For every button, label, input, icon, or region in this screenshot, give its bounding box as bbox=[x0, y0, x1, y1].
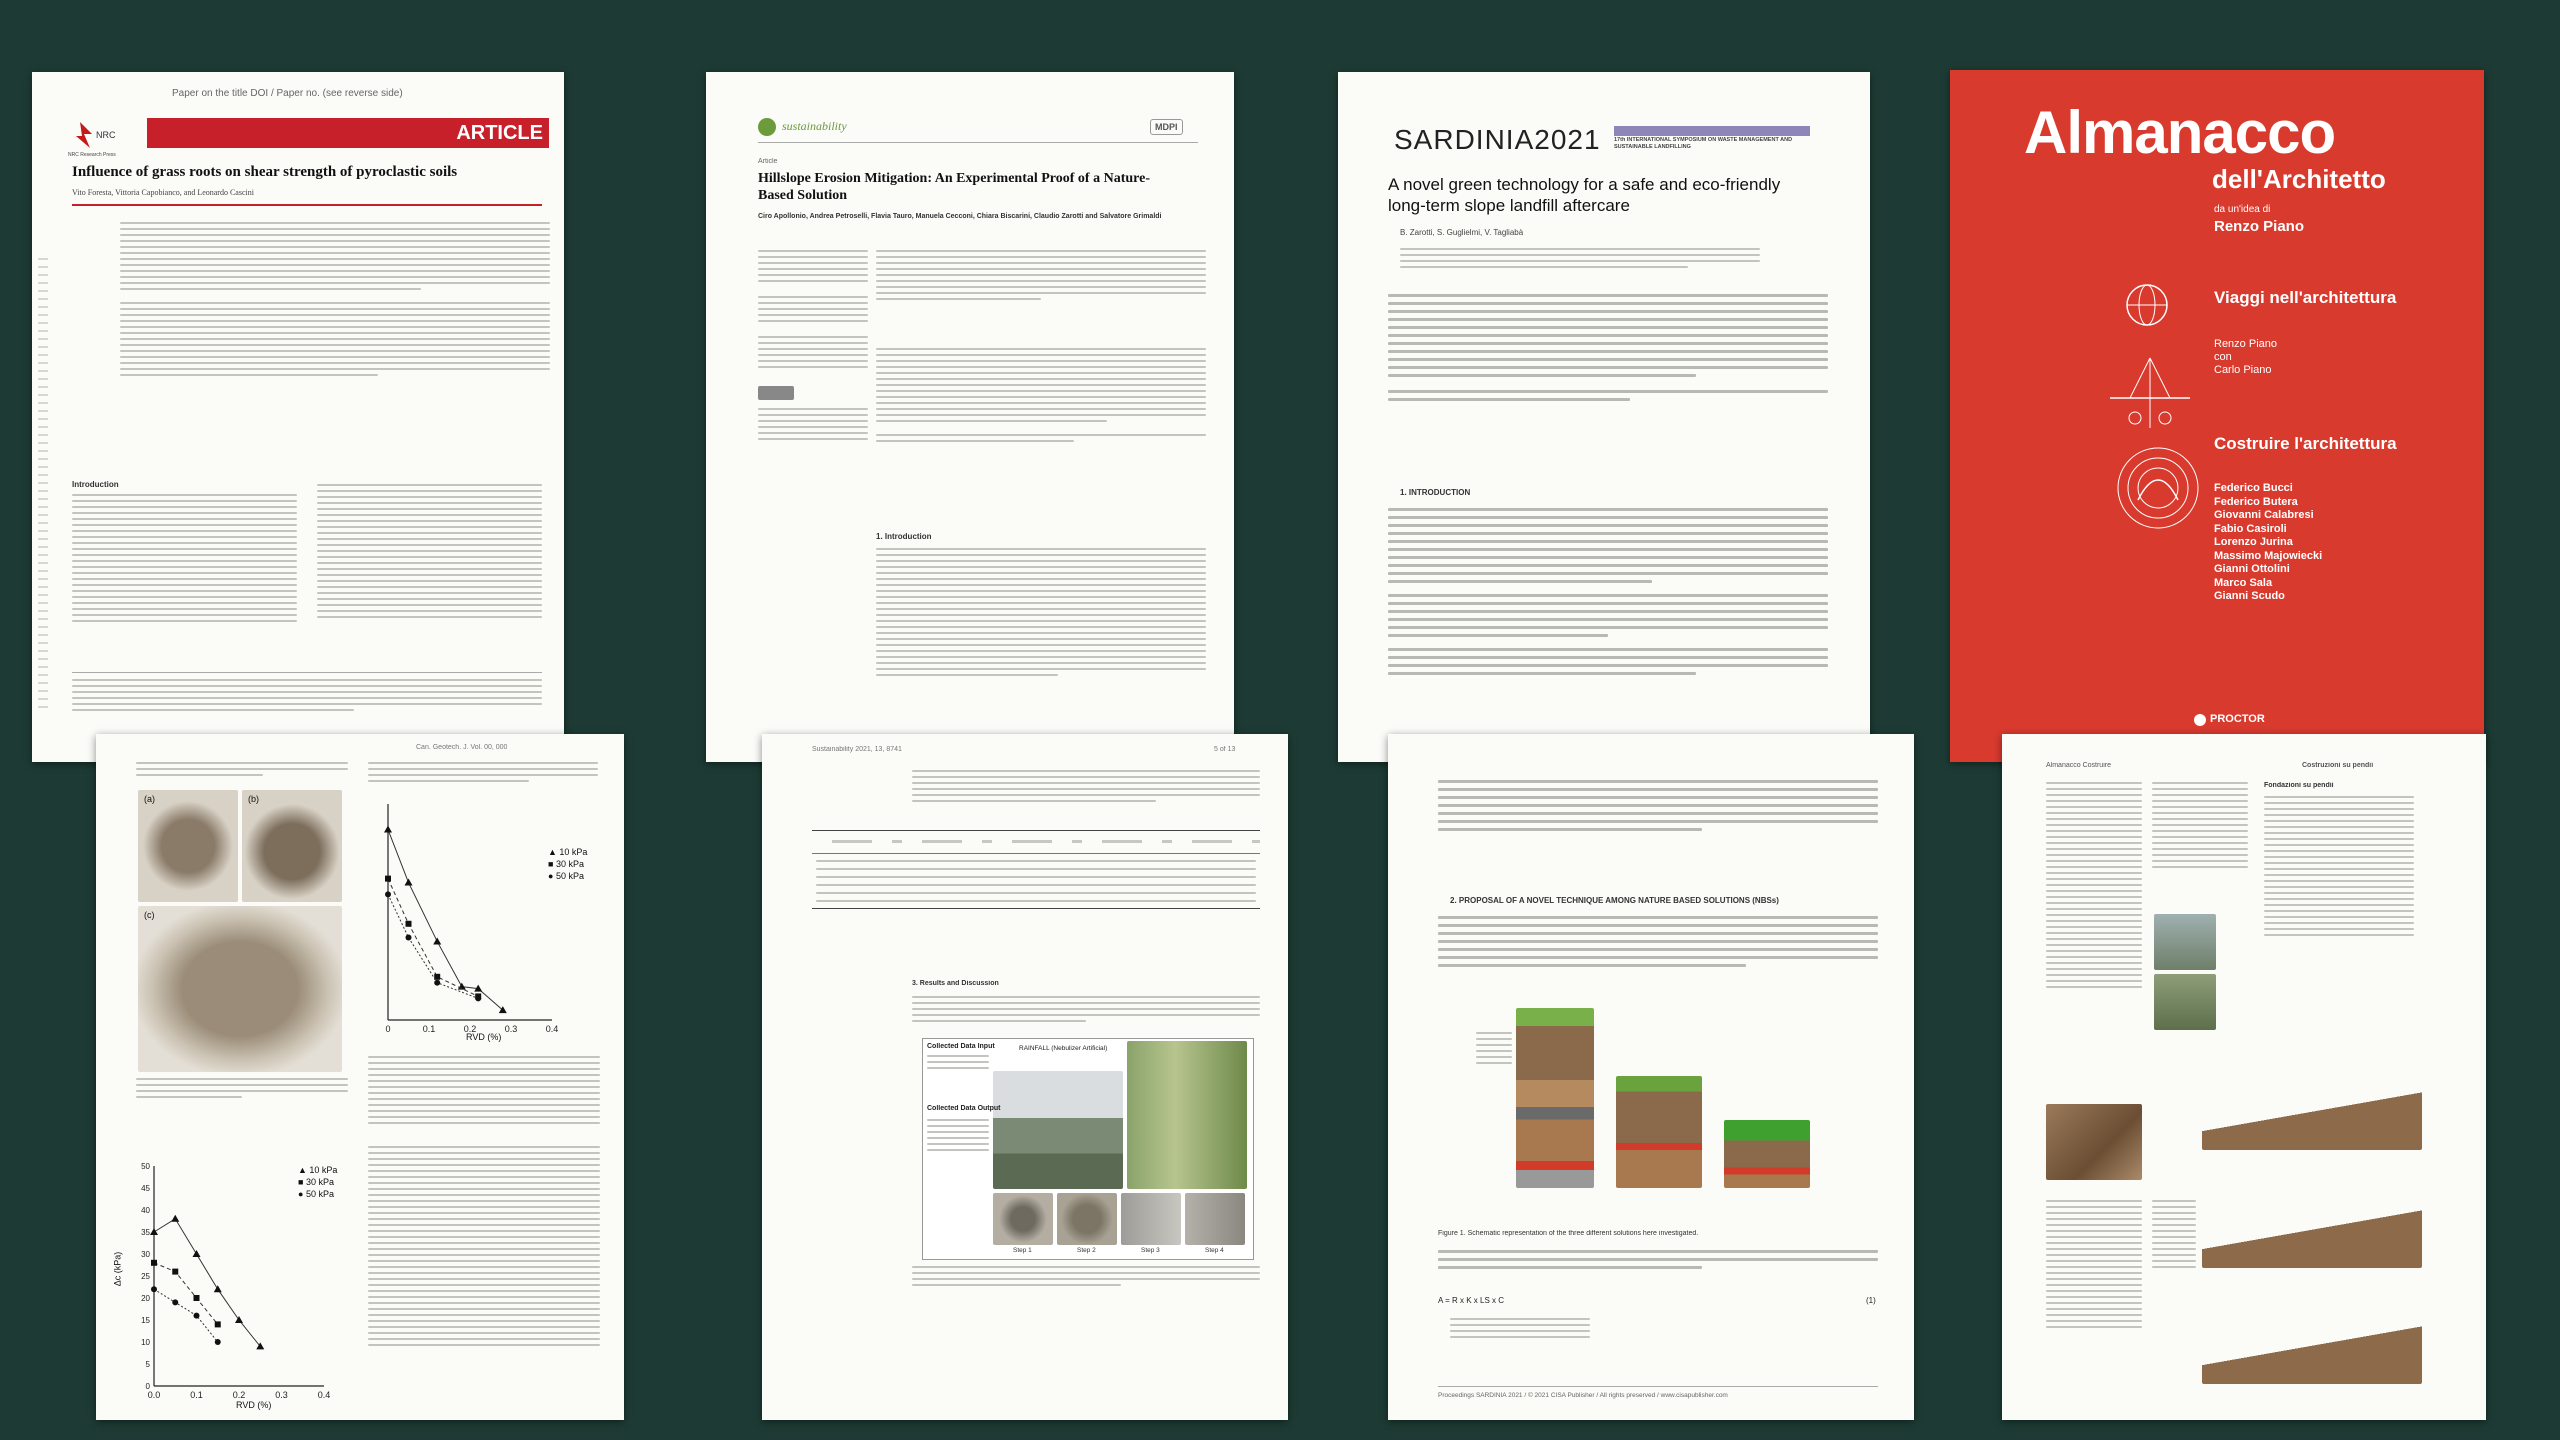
data-point bbox=[150, 1228, 158, 1235]
page-title: Influence of grass roots on shear strength of pyroclastic soils bbox=[72, 164, 458, 180]
y-tick-label: 20 bbox=[141, 1294, 150, 1303]
step-label: Step 1 bbox=[1013, 1247, 1032, 1254]
body-text bbox=[1388, 508, 1828, 680]
fig-caption-left bbox=[136, 762, 348, 780]
authors: Vito Foresta, Vittoria Capobianco, and Leonardo Cascini bbox=[72, 188, 254, 197]
article-banner bbox=[147, 118, 549, 148]
data-point bbox=[194, 1313, 200, 1319]
section-heading: 1. Introduction bbox=[876, 532, 932, 541]
data-point bbox=[215, 1321, 221, 1327]
cover-brand: Almanacco bbox=[2024, 99, 2336, 166]
journal-name: sustainability bbox=[782, 119, 847, 133]
data-point bbox=[171, 1215, 179, 1222]
section-heading: Introduction bbox=[72, 480, 119, 489]
data-point bbox=[215, 1339, 221, 1345]
structure-illustration-icon bbox=[2100, 338, 2200, 438]
series-line bbox=[154, 1219, 260, 1347]
paper-page-figures-charts[interactable] bbox=[96, 734, 624, 1420]
data-point bbox=[172, 1299, 178, 1305]
legend-label: 50 kPa bbox=[305, 1189, 334, 1199]
page-header: Sustainability 2021, 13, 8741 bbox=[812, 746, 902, 753]
section-heading: 1. INTRODUCTION bbox=[1400, 488, 1471, 497]
chart2-ylabel: Δc (kPa) bbox=[112, 1251, 123, 1287]
fig-input-text bbox=[927, 1055, 989, 1073]
chart1-legend bbox=[548, 846, 587, 882]
legend-label: 30 kPa bbox=[305, 1177, 334, 1187]
page-title: Hillslope Erosion Mitigation: An Experimental Proof of a Nature-Based Solution bbox=[758, 171, 1150, 203]
data-point bbox=[458, 983, 466, 990]
paper-page-sardinia-2021[interactable] bbox=[1338, 72, 1870, 762]
data-point bbox=[475, 995, 481, 1001]
publisher-logo-icon bbox=[2194, 714, 2206, 726]
solution-column-3 bbox=[1724, 1120, 1810, 1188]
article-label: ARTICLE bbox=[456, 122, 543, 144]
cover-brand-subtitle: dell'Architetto bbox=[2212, 164, 2386, 194]
cover-editor: Renzo Piano bbox=[2214, 218, 2305, 235]
paper-page-results[interactable] bbox=[762, 734, 1288, 1420]
fig-caption-right bbox=[368, 762, 598, 786]
sidebar-info bbox=[758, 250, 868, 444]
chart2-xlabel: RVD (%) bbox=[236, 1400, 272, 1410]
data-point bbox=[385, 891, 391, 897]
body-text-mid bbox=[1438, 916, 1878, 972]
series-line bbox=[154, 1289, 218, 1342]
footnotes bbox=[72, 672, 542, 715]
x-tick-label: 0.4 bbox=[317, 1390, 331, 1400]
data-point bbox=[433, 937, 441, 944]
text-col-3 bbox=[2264, 796, 2414, 940]
fig-output-text bbox=[927, 1119, 989, 1155]
data-point bbox=[214, 1285, 222, 1292]
data-point bbox=[194, 1295, 200, 1301]
equation: A = R x K x LS x C bbox=[1438, 1296, 1505, 1305]
legend-label: 10 kPa bbox=[559, 847, 588, 857]
text-col-2 bbox=[2152, 782, 2248, 872]
step-photo-3 bbox=[1121, 1193, 1181, 1245]
photo-label-a: (a) bbox=[144, 794, 155, 804]
section-heading: 3. Results and Discussion bbox=[912, 980, 999, 987]
data-point bbox=[385, 876, 391, 882]
series-line bbox=[154, 1263, 218, 1325]
nrc-logo-text: NRC Research Press bbox=[68, 152, 116, 158]
section2-authors bbox=[2214, 482, 2322, 604]
fig-label-rainfall: RAINFALL (Nebulizer Artificial) bbox=[1019, 1045, 1108, 1052]
cc-license-icon bbox=[758, 386, 794, 400]
solution-column-1 bbox=[1516, 1008, 1594, 1188]
legend-item: ● 50 kPa bbox=[298, 1189, 334, 1199]
fig-label-output: Collected Data Output bbox=[927, 1105, 1001, 1112]
rain-simulator-photo bbox=[993, 1071, 1123, 1189]
legend-label: 10 kPa bbox=[309, 1165, 338, 1175]
abstract-block bbox=[120, 222, 550, 380]
y-tick-label: 40 bbox=[141, 1206, 150, 1215]
body-text-top bbox=[912, 770, 1260, 806]
step-label: Step 4 bbox=[1205, 1247, 1224, 1254]
step-photo-2 bbox=[1057, 1193, 1117, 1245]
page-header: Paper on the title DOI / Paper no. (see reverse side) bbox=[172, 88, 403, 99]
equation-number: (1) bbox=[1866, 1296, 1876, 1305]
chart1-xlabel: RVD (%) bbox=[466, 1032, 502, 1042]
series-line bbox=[388, 830, 503, 1011]
caption-block bbox=[136, 1078, 348, 1102]
legend-item: ▲ 10 kPa bbox=[298, 1165, 338, 1175]
section-heading: 2. PROPOSAL OF A NOVEL TECHNIQUE AMONG NATURE BASED SOLUTIONS (NBSs) bbox=[1450, 896, 1779, 905]
symposium-text: 17th INTERNATIONAL SYMPOSIUM ON WASTE MANAGEMENT AND SUSTAINABLE LANDFILLING bbox=[1614, 137, 1793, 150]
header-right: Costruzioni su pendii bbox=[2302, 762, 2374, 769]
x-tick-label: 0.0 bbox=[147, 1390, 161, 1400]
page-header: Can. Geotech. J. Vol. 00, 000 bbox=[416, 744, 508, 751]
fig-label-input: Collected Data Input bbox=[927, 1043, 995, 1050]
slope-photo-1 bbox=[2154, 914, 2216, 970]
step-label: Step 2 bbox=[1077, 1247, 1096, 1254]
legend-label: 30 kPa bbox=[555, 859, 584, 869]
cover-author: con bbox=[2214, 351, 2232, 363]
x-tick-label: 0 bbox=[385, 1024, 391, 1034]
y-tick-label: 30 bbox=[141, 1250, 150, 1259]
article-kind: Article bbox=[758, 158, 778, 165]
header-left: Almanacco Costruire bbox=[2046, 762, 2111, 769]
nrc-logo bbox=[70, 118, 120, 152]
figure-caption: Figure 1. Schematic representation of the three different solutions here investigated. bbox=[1438, 1230, 1699, 1237]
publisher: PROCTOR bbox=[2210, 713, 2265, 725]
slope-photo-2 bbox=[2154, 974, 2216, 1030]
results-table bbox=[812, 830, 1260, 909]
symposium-banner bbox=[1614, 126, 1810, 154]
sustainability-logo-icon bbox=[758, 118, 776, 136]
soil-sample-photo-b bbox=[242, 790, 342, 902]
page-footer: Proceedings SARDINIA 2021 / © 2021 CISA Publisher / All rights preserved / www.cisapublisher.com bbox=[1438, 1392, 1728, 1399]
text-col-1 bbox=[2046, 782, 2142, 992]
step-photo-1 bbox=[993, 1193, 1053, 1245]
data-point bbox=[193, 1250, 201, 1257]
cover-author: Federico Bucci bbox=[2214, 482, 2293, 494]
cover-author: Federico Butera bbox=[2214, 495, 2298, 508]
chart-top-right bbox=[366, 794, 616, 1044]
affiliations bbox=[1400, 248, 1760, 272]
slope-diagram-3 bbox=[2202, 1318, 2422, 1384]
cover-author: Gianni Ottolini bbox=[2214, 563, 2290, 575]
legend-item: ▲ 10 kPa bbox=[548, 847, 588, 857]
step-photo-4 bbox=[1185, 1193, 1245, 1245]
section2-title: Costruire l'architettura bbox=[2214, 434, 2397, 453]
paper-page-sardinia-continued[interactable] bbox=[1388, 734, 1914, 1420]
data-point bbox=[151, 1286, 157, 1292]
figure-caption bbox=[912, 1266, 1260, 1290]
svg-text:NRC: NRC bbox=[96, 130, 116, 140]
y-tick-label: 0 bbox=[145, 1382, 150, 1391]
landfill-solutions-figure bbox=[1476, 1002, 1836, 1192]
photo-label-b: (b) bbox=[248, 794, 259, 804]
series-line bbox=[388, 879, 478, 997]
body-col-right bbox=[317, 484, 542, 622]
abstract-block bbox=[1388, 294, 1828, 406]
cover-author: Marco Sala bbox=[2214, 576, 2273, 589]
cover-author: Fabio Casiroli bbox=[2214, 522, 2287, 535]
sphere-icon bbox=[2122, 280, 2172, 330]
data-point bbox=[384, 826, 392, 833]
authors: B. Zarotti, S. Guglielmi, V. Tagliabà bbox=[1400, 228, 1524, 237]
data-point bbox=[151, 1260, 157, 1266]
body-col-left bbox=[72, 494, 297, 626]
slope-diagram-2 bbox=[2202, 1202, 2422, 1268]
x-tick-label: 0.3 bbox=[275, 1390, 288, 1400]
photo-label-c: (c) bbox=[144, 910, 155, 920]
y-tick-label: 15 bbox=[141, 1316, 150, 1325]
equation-legend bbox=[1450, 1318, 1590, 1342]
affiliations bbox=[876, 250, 1206, 304]
body-text-mid bbox=[912, 996, 1260, 1026]
side-doi-text bbox=[38, 252, 48, 712]
mdpi-badge: MDPI bbox=[1150, 119, 1183, 135]
data-point bbox=[235, 1316, 243, 1323]
legend-label: 50 kPa bbox=[555, 871, 584, 881]
legend-item: ■ 30 kPa bbox=[298, 1177, 334, 1187]
body-text-low bbox=[1438, 1250, 1878, 1274]
arch-rings-icon bbox=[2110, 440, 2206, 536]
y-tick-label: 45 bbox=[141, 1184, 150, 1193]
data-point bbox=[434, 980, 440, 986]
data-point bbox=[406, 921, 412, 927]
y-tick-label: 25 bbox=[141, 1272, 150, 1281]
cover-author: Lorenzo Jurina bbox=[2214, 536, 2293, 548]
soil-sample-photo-a bbox=[138, 790, 238, 902]
cover-author: Renzo Piano bbox=[2214, 338, 2277, 350]
x-tick-label: 0.2 bbox=[232, 1390, 246, 1400]
data-point bbox=[406, 935, 412, 941]
text-col-4 bbox=[2046, 1200, 2142, 1332]
experiment-figure bbox=[922, 1038, 1254, 1260]
y-tick-label: 10 bbox=[141, 1338, 150, 1347]
y-tick-label: 5 bbox=[145, 1360, 150, 1369]
body-text-right bbox=[368, 1056, 600, 1350]
solution-column-2 bbox=[1616, 1076, 1702, 1188]
paper-page-cgj-article[interactable] bbox=[32, 72, 564, 762]
abstract-block bbox=[876, 348, 1206, 446]
column-title: Fondazioni su pendii bbox=[2264, 782, 2334, 789]
x-tick-label: 0.1 bbox=[190, 1390, 203, 1400]
y-tick-label: 35 bbox=[141, 1228, 150, 1237]
cover-author: Giovanni Calabresi bbox=[2214, 509, 2314, 521]
y-tick-label: 50 bbox=[141, 1162, 150, 1171]
series-line bbox=[388, 894, 478, 998]
page-title: A novel green technology for a safe and eco-friendly long-term slope landfill aftercare bbox=[1388, 175, 1781, 215]
page-number: 5 of 13 bbox=[1214, 746, 1236, 753]
x-tick-label: 0.2 bbox=[463, 1024, 477, 1034]
authors: Ciro Apollonio, Andrea Petroselli, Flavia Tauro, Manuela Cecconi, Chiara Biscarini, Claudio Zarotti and Salvatore Grimaldi bbox=[758, 213, 1162, 220]
cover-author: Massimo Majowiecki bbox=[2214, 549, 2323, 562]
data-point bbox=[172, 1269, 178, 1275]
paper-page-sustainability-article[interactable] bbox=[706, 72, 1234, 762]
slope-photo-3 bbox=[2046, 1104, 2142, 1180]
x-tick-label: 0.4 bbox=[545, 1024, 559, 1034]
legend-item: ■ 30 kPa bbox=[548, 859, 584, 869]
cover-author: Carlo Piano bbox=[2214, 364, 2272, 376]
body-text-top bbox=[1438, 780, 1878, 836]
x-tick-label: 0.3 bbox=[504, 1024, 518, 1034]
book-cover-almanacco[interactable] bbox=[1950, 70, 2484, 762]
text-col-5 bbox=[2152, 1200, 2196, 1272]
sardinia-logo: SARDINIA2021 bbox=[1394, 124, 1601, 155]
data-point bbox=[405, 879, 413, 886]
cover-edit-line: da un'idea di bbox=[2214, 204, 2271, 215]
step-label: Step 3 bbox=[1141, 1247, 1160, 1254]
legend-item: ● 50 kPa bbox=[548, 871, 584, 881]
body-text bbox=[876, 548, 1206, 680]
section1-title: Viaggi nell'architettura bbox=[2214, 288, 2397, 307]
cover-author: Gianni Scudo bbox=[2214, 590, 2285, 602]
soil-sample-photo-c bbox=[138, 906, 342, 1072]
chart2-legend bbox=[298, 1164, 337, 1200]
chart-svg-1 bbox=[366, 794, 616, 1044]
book-page-slopes[interactable] bbox=[2002, 734, 2486, 1420]
grass-plot-photo bbox=[1127, 1041, 1247, 1189]
x-tick-label: 0.1 bbox=[422, 1024, 436, 1034]
section1-authors bbox=[2214, 338, 2277, 377]
slope-diagram-1 bbox=[2202, 1084, 2422, 1150]
